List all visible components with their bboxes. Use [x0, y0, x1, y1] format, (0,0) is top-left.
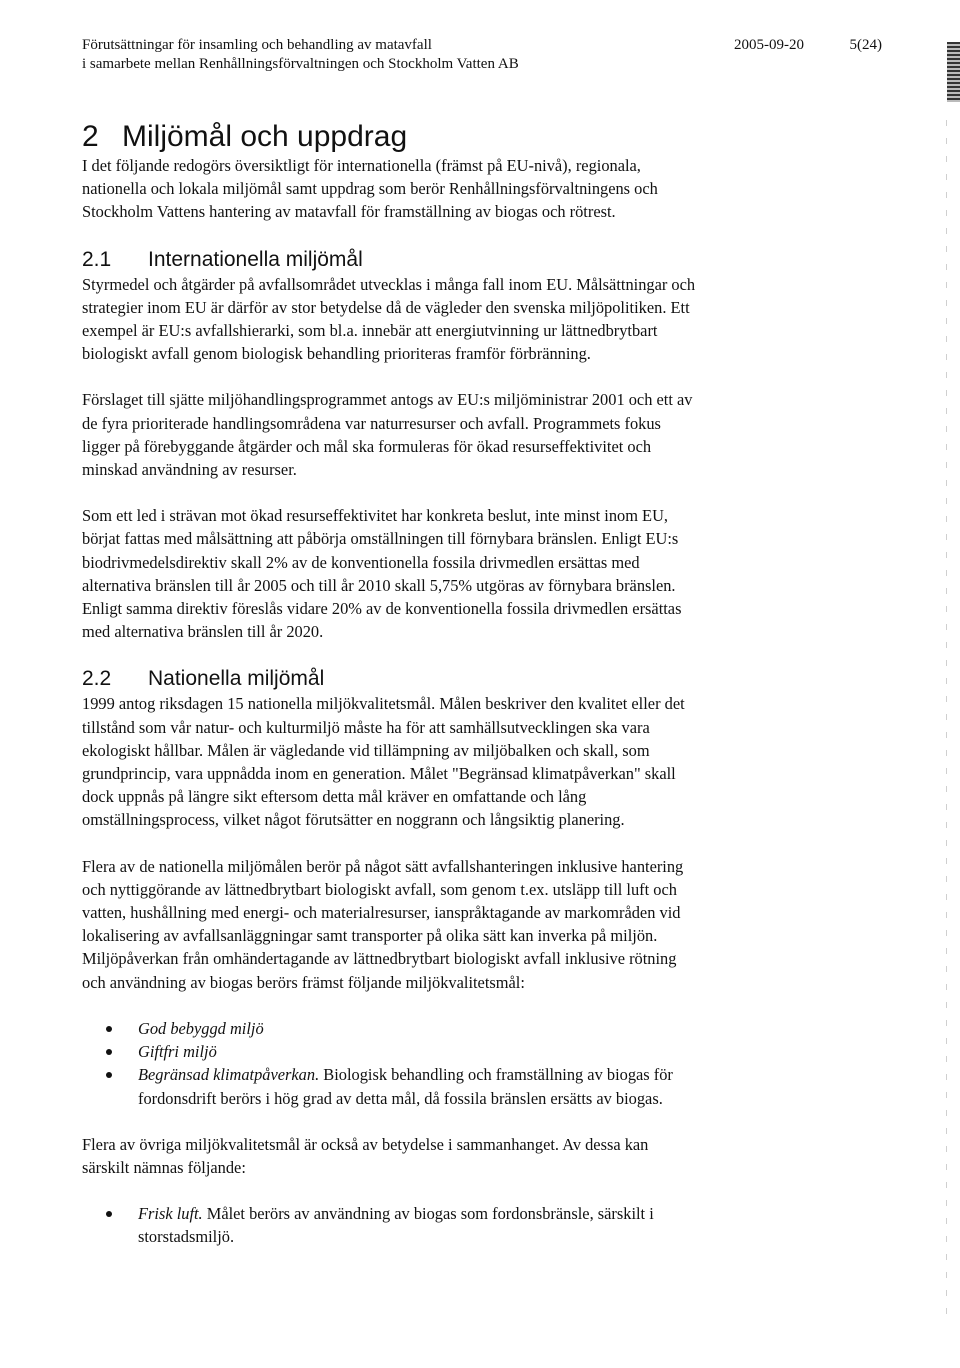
text-line: exempel är EU:s avfallshierarki, som bl.a. innebär att energiutvinning ur lättnedbrytbart [82, 321, 658, 341]
header-line-2: i samarbete mellan Renhållningsförvaltningen och Stockholm Vatten AB [82, 56, 519, 72]
section-number: 2.1 [82, 247, 112, 271]
section-heading-2-1 [82, 247, 852, 273]
page-number: 5(24) [849, 37, 882, 53]
text-line: lokalisering av avfallsanläggningar samt transporter på olika sätt kan inverka på miljön. [82, 926, 658, 946]
text-line: alternativa bränslen till år 2005 och till år 2010 skall 5,75% utgöras av förnybara bränslen. [82, 575, 676, 595]
text-line: Flera av övriga miljökvalitetsmål är också av betydelse i sammanhanget. Av dessa kan [82, 1134, 649, 1154]
text-line: omställningsprocess, vilket något förutsätter en noggrann och långsiktig planering. [82, 810, 625, 830]
text-line: dock uppnås på längre sikt eftersom detta mål kräver en omfattande och lång [82, 787, 587, 807]
paragraph [82, 388, 852, 481]
page-content [82, 120, 852, 1249]
list-item-text: Biologisk behandling och framställning av biogas för [319, 1065, 673, 1085]
text-line: de fyra prioriterade handlingsområdena var naturresurser och avfall. Programmets fokus [82, 413, 661, 433]
scan-edge-artifact [946, 120, 947, 1320]
bullet-list [82, 1017, 852, 1110]
bullet-icon [106, 1049, 112, 1055]
chapter-intro [82, 154, 852, 224]
text-line: börjat fattas med målsättning att påbörja omställningen till förnybara bränslen. Enligt EU:s [82, 529, 679, 549]
header-title [82, 36, 519, 74]
header-date: 2005-09-20 [734, 37, 804, 53]
text-line: biodrivmedelsdirektiv skall 2% av de konventionella fossila drivmedlen ersättas med [82, 552, 640, 572]
bullet-icon [106, 1026, 112, 1032]
text-line: vatten, hushållning med energi- och materialresurser, ianspråktagande av markområden vid [82, 903, 681, 923]
text-line: ekologiskt hållbar. Målen är vägledande vid tillämpning av miljöbalken och skall, som [82, 740, 650, 760]
scan-artifact [947, 42, 960, 102]
chapter-number: 2 [82, 120, 99, 153]
paragraph [82, 855, 852, 994]
text-line: tillstånd som vår natur- och kulturmiljö måste ha för att samhällsutvecklingen ska vara [82, 717, 650, 737]
list-item-title: Frisk luft. [138, 1204, 203, 1224]
list-item [82, 1017, 852, 1040]
text-line: Enligt samma direktiv föreslås vidare 20% av de konventionella fossila drivmedlen ersättas [82, 599, 682, 619]
text-line: och användning av biogas berörs främst följande miljökvalitetsmål: [82, 972, 525, 992]
chapter-heading [82, 120, 852, 154]
text-line: strategier inom EU är därför av stor betydelse då de vägleder den svenska miljöpolitiken. Ett [82, 297, 690, 317]
section-number: 2.2 [82, 667, 112, 691]
bullet-list [82, 1202, 852, 1248]
paragraph [82, 1133, 852, 1179]
chapter-title: Miljömål och uppdrag [122, 120, 408, 153]
section-heading-2-2 [82, 666, 852, 692]
text-line: och nyttiggörande av lättnedbrytbart biologiskt avfall, som genom t.ex. utsläpp till luft och [82, 879, 677, 899]
text-line: minskad användning av resurser. [82, 460, 297, 480]
text-line: grundprincip, vara uppnådda inom en generation. Målet "Begränsad klimatpåverkan" skall [82, 764, 676, 784]
paragraph [82, 504, 852, 643]
text-line: nationella och lokala miljömål samt uppdrag som berör Renhållningsförvaltningens och [82, 179, 658, 199]
text-line: ligger på förebyggande åtgärder och mål ska formuleras för ökad resurseffektivitet och [82, 436, 652, 456]
paragraph [82, 692, 852, 831]
text-line: Styrmedel och åtgärder på avfallsområdet utvecklas i många fall inom EU. Målsättningar och [82, 274, 696, 294]
text-line: med alternativa bränslen till år 2020. [82, 622, 324, 642]
bullet-icon [106, 1211, 112, 1217]
text-line: Miljöpåverkan från omhändertagande av lättnedbrytbart biologiskt avfall inklusive rötning [82, 949, 677, 969]
text-line: Som ett led i strävan mot ökad resurseffektivitet har konkreta beslut, inte minst inom EU, [82, 506, 668, 526]
text-line: Flera av de nationella miljömålen berör på något sätt avfallshanteringen inklusive hantering [82, 856, 684, 876]
text-line: särskilt nämnas följande: [82, 1157, 246, 1177]
section-title: Internationella miljömål [148, 247, 363, 271]
text-line: Stockholm Vattens hantering av matavfall för framställning av biogas och rötrest. [82, 202, 616, 222]
list-item-text-cont: storstadsmiljö. [138, 1227, 235, 1247]
text-line: biologiskt avfall genom biologisk behandling prioriteras framför förbränning. [82, 344, 591, 364]
list-item-text-cont: fordonsdrift berörs i hög grad av detta mål, då fossila bränslen ersätts av biogas. [138, 1088, 663, 1108]
section-title: Nationella miljömål [148, 667, 325, 691]
list-item-title: Begränsad klimatpåverkan. [138, 1065, 320, 1085]
list-item [82, 1040, 852, 1063]
list-item-text: Målet berörs av användning av biogas som fordonsbränsle, särskilt i [202, 1204, 654, 1224]
text-line: Förslaget till sjätte miljöhandlingsprogrammet antogs av EU:s miljöministrar 2001 och ett av [82, 390, 693, 410]
list-item-title: God bebyggd miljö [138, 1018, 264, 1038]
list-item [82, 1063, 852, 1109]
header-line-1: Förutsättningar för insamling och behandling av matavfall [82, 37, 432, 53]
text-line: I det följande redogörs översiktligt för internationella (främst på EU-nivå), regionala, [82, 156, 641, 175]
list-item [82, 1202, 852, 1248]
text-line: 1999 antog riksdagen 15 nationella miljökvalitetsmål. Målen beskriver den kvalitet eller det [82, 694, 685, 714]
list-item-title: Giftfri miljö [138, 1042, 217, 1062]
bullet-icon [106, 1072, 112, 1078]
paragraph [82, 273, 852, 366]
